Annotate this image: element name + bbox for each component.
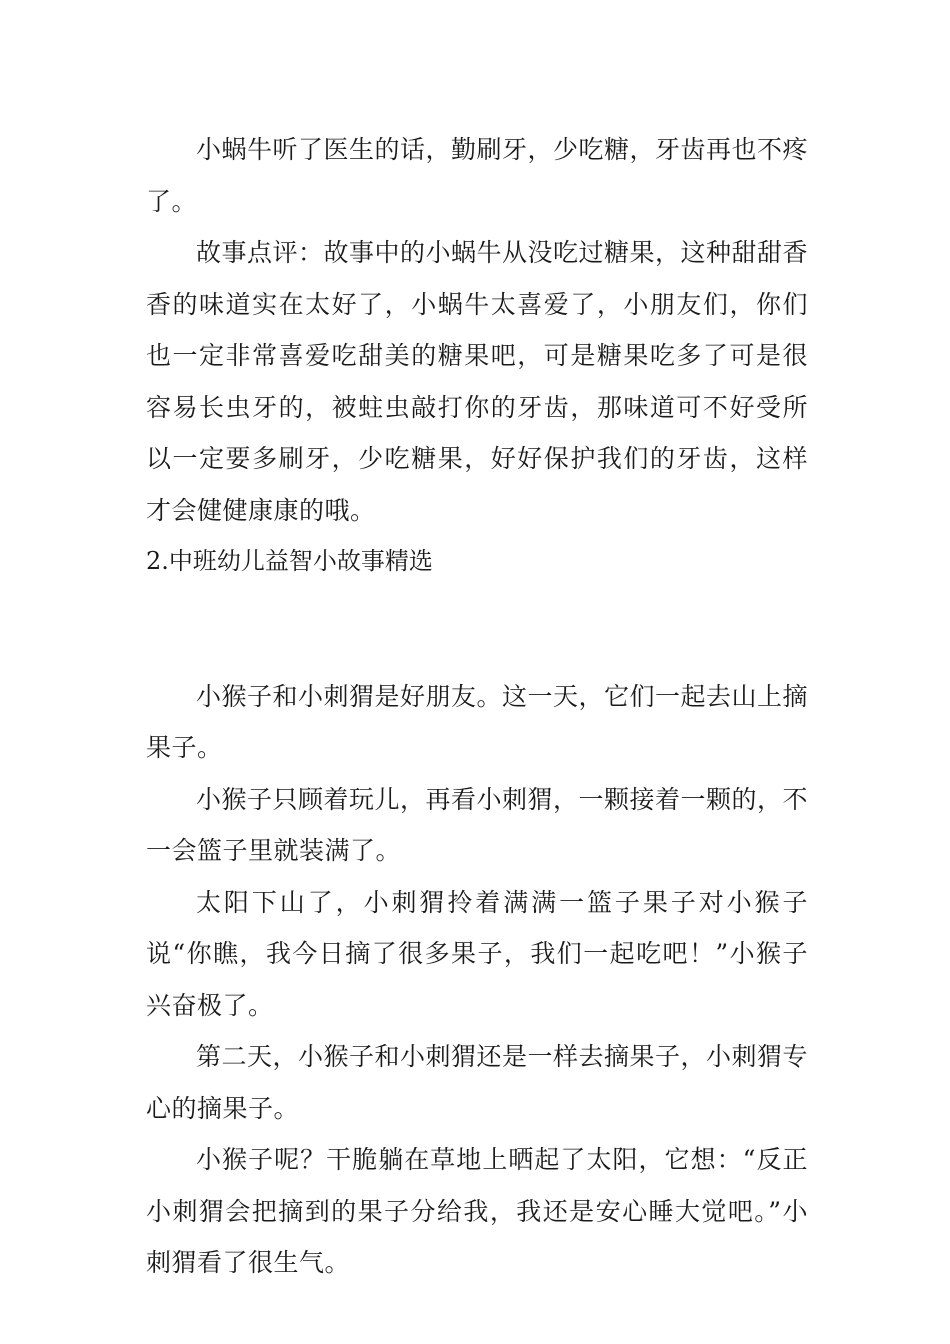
paragraph: 第二天，小猴子和小刺猬还是一样去摘果子，小刺猬专心的摘果子。 [146,1042,809,1123]
paragraph: 小猴子和小刺猬是好朋友。这一天，它们一起去山上摘果子。 [146,681,809,762]
section-spacer [146,588,808,671]
section-heading: 2.中班幼儿益智小故事精选 [146,547,433,575]
paragraph: 小猴子只顾着玩儿，再看小刺猬，一颗接着一颗的，不一会篮子里就装满了。 [146,784,809,865]
paragraph: 小蜗牛听了医生的话，勤刷牙，少吃糖，牙齿再也不疼了。 [146,135,809,216]
document-page [146,124,808,1289]
paragraph: 太阳下山了，小刺猬拎着满满一篮子果子对小猴子说“你瞧，我今日摘了很多果子，我们一起吃吧！”小猴子兴奋极了。 [146,887,808,1020]
paragraph: 故事点评：故事中的小蜗牛从没吃过糖果，这种甜甜香香的味道实在太好了，小蜗牛太喜爱了，小朋友们，你们也一定非常喜爱吃甜美的糖果吧，可是糖果吃多了可是很容易长虫牙的，被蛀虫敲打你的牙齿，那味道可不好受所以一定要多刷牙，少吃糖果，好好保护我们的牙齿，这样才会健健康康的哦。 [146,238,809,525]
paragraph: 小猴子呢？干脆躺在草地上晒起了太阳，它想：“反正小刺猬会把摘到的果子分给我，我还是安心睡大觉吧。”小刺猬看了很生气。 [146,1145,808,1277]
